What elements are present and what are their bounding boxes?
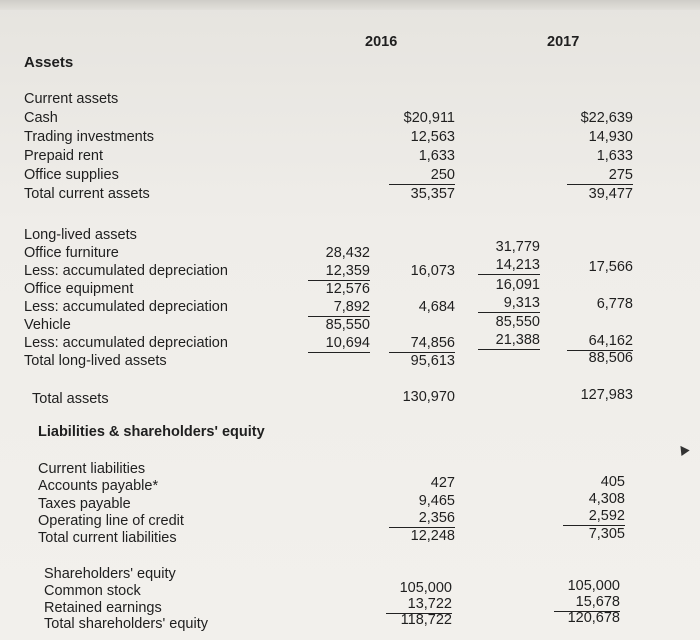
- cell-value: 12,359: [308, 264, 370, 281]
- row-label: Total long-lived assets: [24, 353, 167, 369]
- cell-value: 14,930: [588, 129, 633, 145]
- cell-value: 1,633: [596, 148, 633, 164]
- cell-value: 250: [389, 168, 455, 185]
- row-label: Office supplies: [24, 167, 119, 183]
- cell-value: 118,722: [400, 612, 452, 628]
- cell-value: 14,213: [478, 258, 540, 275]
- cursor-arrow-icon: [676, 443, 689, 456]
- total-assets-label: Total assets: [32, 391, 109, 407]
- row-label: Total current assets: [24, 186, 150, 202]
- cell-value: 105,000: [399, 580, 452, 596]
- cell-value: 1,633: [418, 148, 455, 164]
- cell-value: $22,639: [580, 110, 633, 126]
- cell-value: 7,892: [308, 300, 370, 317]
- row-label: Vehicle: [24, 317, 71, 333]
- cell-value: 95,613: [410, 353, 455, 369]
- cell-value: 405: [600, 474, 625, 490]
- row-label: Taxes payable: [38, 496, 131, 512]
- cell-value: 88,506: [588, 350, 633, 366]
- row-label: Retained earnings: [44, 600, 162, 616]
- cell-value: 85,550: [495, 314, 540, 330]
- cell-value: 127,983: [580, 387, 633, 403]
- top-edge: [0, 0, 700, 10]
- liabilities-title: Liabilities & shareholders' equity: [38, 424, 265, 440]
- cell-value: 9,313: [478, 296, 540, 313]
- row-label: Common stock: [44, 583, 141, 599]
- cell-value: 427: [430, 475, 455, 491]
- row-label: Less: accumulated depreciation: [24, 335, 228, 351]
- current-assets-heading: Current assets: [24, 91, 119, 107]
- row-label: Cash: [24, 110, 58, 126]
- cell-value: 10,694: [308, 336, 370, 353]
- long-lived-heading: Long-lived assets: [24, 227, 137, 243]
- cell-value: 2,356: [389, 511, 455, 528]
- cell-value: 13,722: [386, 597, 452, 614]
- cell-value: 130,970: [402, 389, 455, 405]
- cell-value: 6,778: [596, 296, 633, 312]
- cell-value: 4,684: [418, 299, 455, 315]
- cell-value: 105,000: [567, 578, 620, 594]
- equity-heading: Shareholders' equity: [44, 566, 176, 582]
- row-label: Total current liabilities: [38, 530, 177, 546]
- row-label: Total shareholders' equity: [44, 616, 208, 632]
- assets-title: Assets: [24, 54, 74, 71]
- cell-value: 2,592: [563, 509, 625, 526]
- cell-value: 12,563: [410, 129, 455, 145]
- cell-value: 16,073: [410, 263, 455, 279]
- cell-value: 28,432: [325, 245, 370, 261]
- cell-value: 9,465: [418, 493, 455, 509]
- cell-value: 275: [567, 168, 633, 185]
- cell-value: 21,388: [478, 333, 540, 350]
- row-label: Operating line of credit: [38, 513, 184, 529]
- cell-value: 12,576: [325, 281, 370, 297]
- row-label: Accounts payable*: [38, 478, 159, 494]
- year-2016-header: 2016: [365, 34, 398, 50]
- row-label: Less: accumulated depreciation: [24, 263, 228, 279]
- cell-value: 85,550: [325, 317, 370, 333]
- year-2017-header: 2017: [547, 34, 580, 50]
- row-label: Prepaid rent: [24, 148, 103, 164]
- row-label: Office equipment: [24, 281, 134, 297]
- cell-value: 17,566: [588, 259, 633, 275]
- current-liabilities-heading: Current liabilities: [38, 461, 146, 477]
- cell-value: 4,308: [588, 491, 625, 507]
- cell-value: 120,678: [567, 610, 620, 626]
- cell-value: 35,357: [410, 186, 455, 202]
- cell-value: 31,779: [495, 239, 540, 255]
- cell-value: 12,248: [410, 528, 455, 544]
- row-label: Less: accumulated depreciation: [24, 299, 228, 315]
- cell-value: 16,091: [495, 277, 540, 293]
- cell-value: 7,305: [588, 526, 625, 542]
- cell-value: 15,678: [554, 595, 620, 612]
- cell-value: 64,162: [567, 334, 633, 351]
- row-label: Office furniture: [24, 245, 119, 261]
- cell-value: $20,911: [403, 110, 455, 126]
- row-label: Trading investments: [24, 129, 155, 145]
- cell-value: 39,477: [588, 186, 633, 202]
- cell-value: 74,856: [389, 336, 455, 353]
